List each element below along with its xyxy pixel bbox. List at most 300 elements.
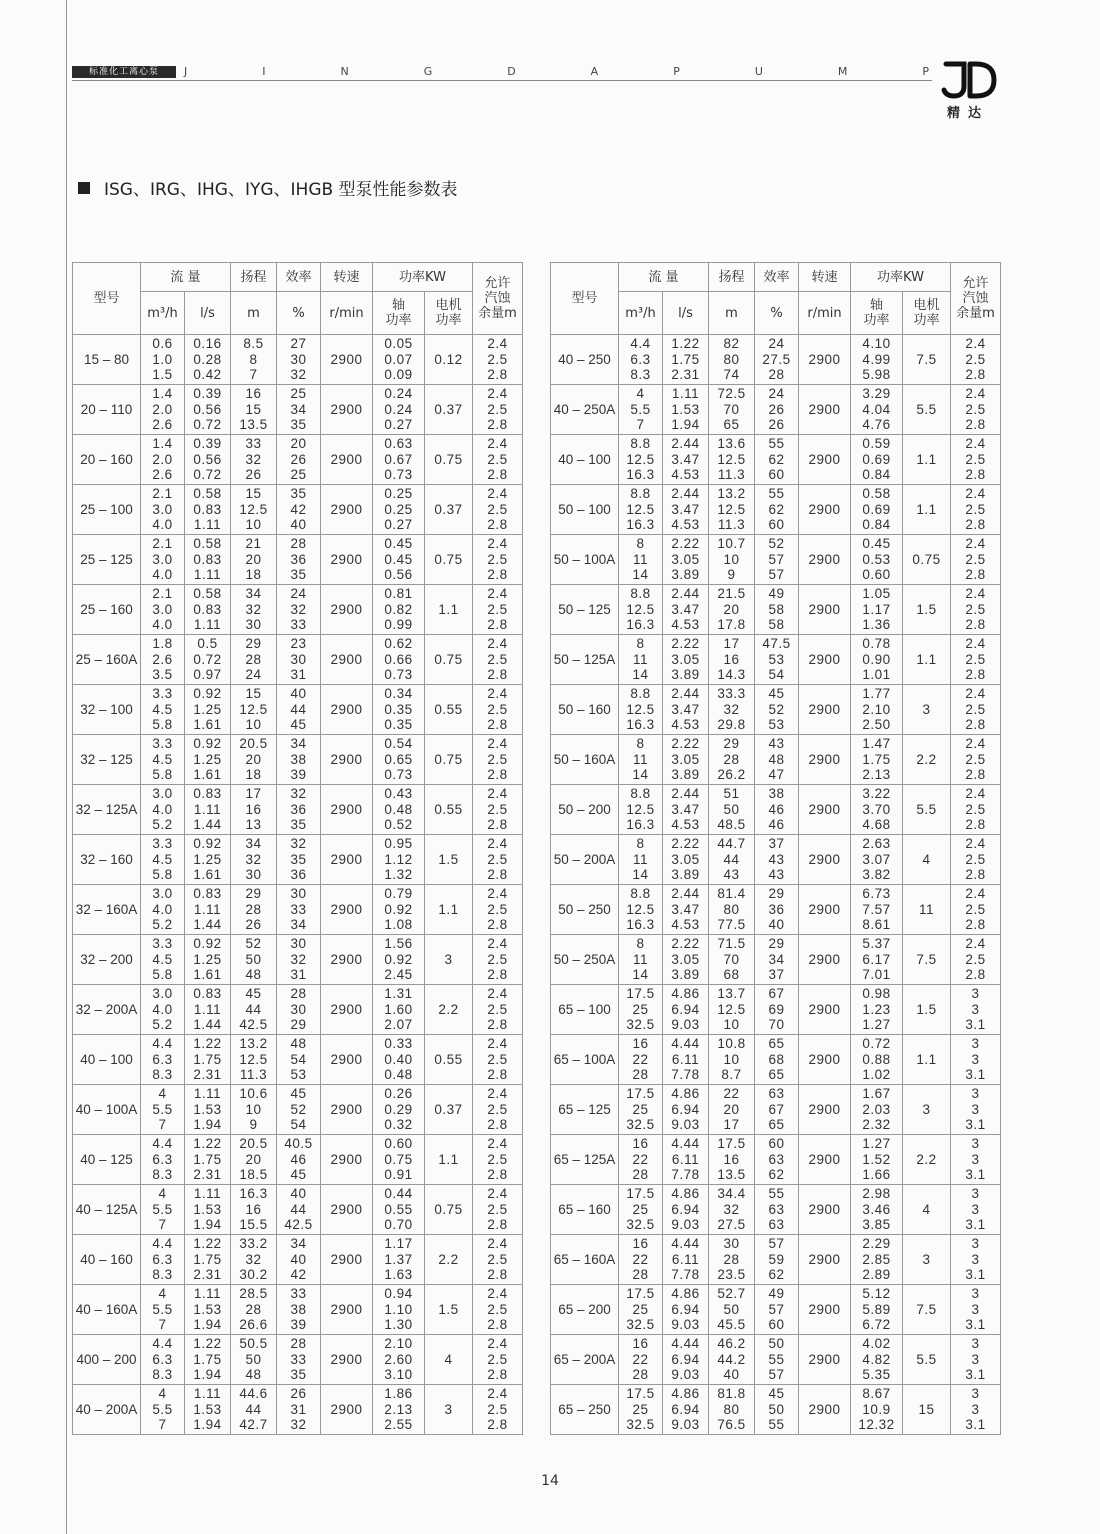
- cell-motor-power: 0.75: [425, 435, 473, 485]
- cell-motor-power: 1.1: [425, 885, 473, 935]
- cell-model: 65 – 125: [551, 1085, 619, 1135]
- header-letters: [184, 65, 929, 79]
- cell-model: 40 – 160: [73, 1235, 141, 1285]
- cell-flow-ls: 4.86 6.94 9.03: [663, 985, 709, 1035]
- cell-head: 34.4 32 27.5: [709, 1185, 755, 1235]
- cell-head: 8.5 8 7: [231, 335, 277, 385]
- cell-flow-m3h: 3.3 4.5 5.8: [141, 735, 185, 785]
- cell-motor-power: 0.75: [425, 735, 473, 785]
- cell-head: 21.5 20 17.8: [709, 585, 755, 635]
- table-row: [551, 385, 1001, 435]
- cell-speed: 2900: [321, 1185, 373, 1235]
- cell-npsh: 2.4 2.5 2.8: [473, 585, 523, 635]
- header-head-unit: m: [231, 292, 277, 335]
- cell-speed: 2900: [321, 935, 373, 985]
- cell-efficiency: 32 36 35: [277, 785, 321, 835]
- cell-flow-m3h: 1.8 2.6 3.5: [141, 635, 185, 685]
- cell-speed: 2900: [799, 335, 851, 385]
- cell-speed: 2900: [799, 685, 851, 735]
- table-row: [551, 1335, 1001, 1385]
- cell-efficiency: 34 40 42: [277, 1235, 321, 1285]
- cell-model: 40 – 100A: [73, 1085, 141, 1135]
- cell-flow-m3h: 4 5.5 7: [141, 1385, 185, 1435]
- cell-head: 72.5 70 65: [709, 385, 755, 435]
- cell-motor-power: 15: [903, 1385, 951, 1435]
- cell-flow-m3h: 16 22 28: [619, 1235, 663, 1285]
- cell-flow-ls: 2.22 3.05 3.89: [663, 735, 709, 785]
- cell-speed: 2900: [799, 885, 851, 935]
- cell-model: 65 – 160A: [551, 1235, 619, 1285]
- cell-motor-power: 4: [903, 835, 951, 885]
- cell-efficiency: 49 57 60: [755, 1285, 799, 1335]
- header-flow: 流 量: [619, 263, 709, 292]
- cell-flow-m3h: 0.6 1.0 1.5: [141, 335, 185, 385]
- cell-efficiency: 30 33 34: [277, 885, 321, 935]
- cell-npsh: 2.4 2.5 2.8: [473, 835, 523, 885]
- cell-motor-power: 0.75: [425, 1185, 473, 1235]
- cell-flow-m3h: 17.5 25 32.5: [619, 985, 663, 1035]
- cell-flow-m3h: 3.3 4.5 5.8: [141, 835, 185, 885]
- cell-flow-ls: 4.44 6.11 7.78: [663, 1135, 709, 1185]
- cell-shaft-power: 0.33 0.40 0.48: [373, 1035, 425, 1085]
- performance-table-left: [72, 262, 523, 1435]
- cell-npsh: 2.4 2.5 2.8: [473, 1235, 523, 1285]
- performance-table-right: [550, 262, 1001, 1435]
- cell-motor-power: 5.5: [903, 1335, 951, 1385]
- cell-flow-ls: 1.22 1.75 2.31: [185, 1035, 231, 1085]
- cell-flow-ls: 1.11 1.53 1.94: [185, 1185, 231, 1235]
- cell-npsh: 3 3 3.1: [951, 1085, 1001, 1135]
- cell-model: 25 – 160: [73, 585, 141, 635]
- cell-efficiency: 67 69 70: [755, 985, 799, 1035]
- cell-efficiency: 45 50 55: [755, 1385, 799, 1435]
- cell-speed: 2900: [799, 1285, 851, 1335]
- cell-head: 17 16 13: [231, 785, 277, 835]
- cell-speed: 2900: [799, 985, 851, 1035]
- cell-flow-ls: 0.39 0.56 0.72: [185, 435, 231, 485]
- cell-motor-power: 4: [425, 1335, 473, 1385]
- cell-flow-m3h: 17.5 25 32.5: [619, 1385, 663, 1435]
- cell-flow-m3h: 1.4 2.0 2.6: [141, 435, 185, 485]
- margin-rule: [66, 0, 67, 1534]
- cell-shaft-power: 8.67 10.9 12.32: [851, 1385, 903, 1435]
- cell-motor-power: 0.75: [425, 535, 473, 585]
- cell-npsh: 2.4 2.5 2.8: [473, 685, 523, 735]
- cell-motor-power: 2.2: [903, 1135, 951, 1185]
- cell-speed: 2900: [799, 635, 851, 685]
- cell-efficiency: 24 32 33: [277, 585, 321, 635]
- cell-shaft-power: 0.44 0.55 0.70: [373, 1185, 425, 1235]
- cell-efficiency: 34 38 39: [277, 735, 321, 785]
- cell-flow-ls: 4.86 6.94 9.03: [663, 1185, 709, 1235]
- cell-npsh: 2.4 2.5 2.8: [951, 935, 1001, 985]
- table-body-left: [73, 335, 523, 1435]
- cell-npsh: 2.4 2.5 2.8: [473, 1185, 523, 1235]
- cell-head: 52 50 48: [231, 935, 277, 985]
- cell-speed: 2900: [799, 1385, 851, 1435]
- header-speed: 转速: [321, 263, 373, 292]
- cell-npsh: 2.4 2.5 2.8: [473, 635, 523, 685]
- cell-flow-ls: 1.11 1.53 1.94: [185, 1285, 231, 1335]
- table-row: [551, 435, 1001, 485]
- cell-npsh: 2.4 2.5 2.8: [473, 735, 523, 785]
- cell-flow-ls: 2.44 3.47 4.53: [663, 885, 709, 935]
- cell-efficiency: 27 30 32: [277, 335, 321, 385]
- cell-head: 34 32 30: [231, 585, 277, 635]
- cell-npsh: 2.4 2.5 2.8: [473, 1335, 523, 1385]
- cell-efficiency: 57 59 62: [755, 1235, 799, 1285]
- cell-flow-ls: 1.22 1.75 2.31: [663, 335, 709, 385]
- cell-efficiency: 35 42 40: [277, 485, 321, 535]
- cell-shaft-power: 5.12 5.89 6.72: [851, 1285, 903, 1335]
- cell-shaft-power: 2.63 3.07 3.82: [851, 835, 903, 885]
- cell-head: 16 15 13.5: [231, 385, 277, 435]
- cell-npsh: 2.4 2.5 2.8: [473, 1135, 523, 1185]
- table-row: [73, 935, 523, 985]
- header-letter: P: [673, 65, 680, 78]
- table-row: [551, 785, 1001, 835]
- cell-speed: 2900: [321, 535, 373, 585]
- cell-motor-power: 1.5: [425, 1285, 473, 1335]
- cell-head: 81.4 80 77.5: [709, 885, 755, 935]
- cell-shaft-power: 4.10 4.99 5.98: [851, 335, 903, 385]
- table-row: [551, 1035, 1001, 1085]
- cell-flow-ls: 0.5 0.72 0.97: [185, 635, 231, 685]
- cell-npsh: 2.4 2.5 2.8: [473, 485, 523, 535]
- cell-speed: 2900: [321, 1385, 373, 1435]
- cell-model: 20 – 160: [73, 435, 141, 485]
- table-row: [551, 635, 1001, 685]
- cell-shaft-power: 3.22 3.70 4.68: [851, 785, 903, 835]
- table-row: [551, 1135, 1001, 1185]
- cell-flow-m3h: 3.0 4.0 5.2: [141, 885, 185, 935]
- table-row: [73, 1235, 523, 1285]
- header-speed: 转速: [799, 263, 851, 292]
- cell-model: 50 – 200: [551, 785, 619, 835]
- cell-flow-ls: 4.86 6.94 9.03: [663, 1285, 709, 1335]
- cell-flow-ls: 2.44 3.47 4.53: [663, 435, 709, 485]
- cell-shaft-power: 4.02 4.82 5.35: [851, 1335, 903, 1385]
- cell-head: 22 20 17: [709, 1085, 755, 1135]
- cell-flow-ls: 1.22 1.75 1.94: [185, 1335, 231, 1385]
- cell-speed: 2900: [799, 485, 851, 535]
- cell-efficiency: 55 63 63: [755, 1185, 799, 1235]
- cell-npsh: 2.4 2.5 2.8: [951, 335, 1001, 385]
- cell-efficiency: 32 35 36: [277, 835, 321, 885]
- cell-motor-power: 0.37: [425, 485, 473, 535]
- header-power: 功率KW: [851, 263, 951, 292]
- table-row: [551, 885, 1001, 935]
- cell-npsh: 3 3 3.1: [951, 1135, 1001, 1185]
- cell-model: 50 – 100A: [551, 535, 619, 585]
- table-row: [73, 785, 523, 835]
- cell-head: 30 28 23.5: [709, 1235, 755, 1285]
- cell-model: 40 – 250A: [551, 385, 619, 435]
- cell-efficiency: 55 62 60: [755, 485, 799, 535]
- header-flow-ls: l/s: [185, 292, 231, 335]
- header-letter: M: [837, 65, 848, 78]
- table-row: [551, 1235, 1001, 1285]
- cell-flow-ls: 0.92 1.25 1.61: [185, 735, 231, 785]
- cell-efficiency: 23 30 31: [277, 635, 321, 685]
- cell-head: 29 28 24: [231, 635, 277, 685]
- cell-efficiency: 65 68 65: [755, 1035, 799, 1085]
- cell-model: 40 – 100: [73, 1035, 141, 1085]
- cell-shaft-power: 0.62 0.66 0.73: [373, 635, 425, 685]
- cell-head: 17 16 14.3: [709, 635, 755, 685]
- cell-model: 32 – 160: [73, 835, 141, 885]
- cell-efficiency: 28 30 29: [277, 985, 321, 1035]
- cell-head: 20.5 20 18: [231, 735, 277, 785]
- cell-efficiency: 29 36 40: [755, 885, 799, 935]
- cell-efficiency: 47.5 53 54: [755, 635, 799, 685]
- cell-flow-m3h: 8.8 12.5 16.3: [619, 685, 663, 735]
- cell-motor-power: 7.5: [903, 1285, 951, 1335]
- header-speed-unit: r/min: [799, 292, 851, 335]
- cell-flow-m3h: 3.0 4.0 5.2: [141, 985, 185, 1035]
- cell-flow-ls: 1.11 1.53 1.94: [185, 1385, 231, 1435]
- cell-model: 40 – 100: [551, 435, 619, 485]
- cell-motor-power: 4: [903, 1185, 951, 1235]
- cell-npsh: 3 3 3.1: [951, 1235, 1001, 1285]
- header-head-unit: m: [709, 292, 755, 335]
- page-number: 14: [541, 1473, 559, 1489]
- cell-flow-m3h: 8 11 14: [619, 935, 663, 985]
- header-power: 功率KW: [373, 263, 473, 292]
- cell-flow-m3h: 3.3 4.5 5.8: [141, 935, 185, 985]
- header-flow-m3h: m³/h: [141, 292, 185, 335]
- cell-shaft-power: 1.05 1.17 1.36: [851, 585, 903, 635]
- cell-head: 20.5 20 18.5: [231, 1135, 277, 1185]
- header-npsh: 允许 汽蚀 余量m: [951, 263, 1001, 335]
- cell-speed: 2900: [799, 1235, 851, 1285]
- cell-flow-ls: 0.58 0.83 1.11: [185, 485, 231, 535]
- cell-shaft-power: 1.31 1.60 2.07: [373, 985, 425, 1035]
- cell-model: 50 – 200A: [551, 835, 619, 885]
- header-flow-ls: l/s: [663, 292, 709, 335]
- cell-speed: 2900: [321, 685, 373, 735]
- cell-speed: 2900: [799, 535, 851, 585]
- cell-flow-m3h: 17.5 25 32.5: [619, 1085, 663, 1135]
- cell-speed: 2900: [799, 835, 851, 885]
- cell-efficiency: 43 48 47: [755, 735, 799, 785]
- cell-npsh: 2.4 2.5 2.8: [951, 535, 1001, 585]
- cell-efficiency: 20 26 25: [277, 435, 321, 485]
- cell-efficiency: 45 52 53: [755, 685, 799, 735]
- cell-flow-m3h: 8.8 12.5 16.3: [619, 485, 663, 535]
- cell-shaft-power: 2.29 2.85 2.89: [851, 1235, 903, 1285]
- cell-flow-m3h: 17.5 25 32.5: [619, 1285, 663, 1335]
- cell-motor-power: 0.75: [903, 535, 951, 585]
- table-row: [73, 435, 523, 485]
- cell-model: 32 – 200A: [73, 985, 141, 1035]
- cell-flow-m3h: 8.8 12.5 16.3: [619, 435, 663, 485]
- header-motor-power: 电机 功率: [903, 292, 951, 335]
- cell-model: 400 – 200: [73, 1335, 141, 1385]
- cell-shaft-power: 0.72 0.88 1.02: [851, 1035, 903, 1085]
- cell-motor-power: 5.5: [903, 385, 951, 435]
- cell-npsh: 2.4 2.5 2.8: [473, 785, 523, 835]
- cell-motor-power: 2.2: [425, 1235, 473, 1285]
- table-row: [73, 485, 523, 535]
- cell-speed: 2900: [321, 1335, 373, 1385]
- cell-motor-power: 1.1: [903, 485, 951, 535]
- logo-mark-icon: [936, 60, 1000, 102]
- cell-shaft-power: 0.05 0.07 0.09: [373, 335, 425, 385]
- cell-npsh: 3 3 3.1: [951, 1335, 1001, 1385]
- cell-speed: 2900: [321, 785, 373, 835]
- cell-shaft-power: 5.37 6.17 7.01: [851, 935, 903, 985]
- cell-flow-m3h: 3.0 4.0 5.2: [141, 785, 185, 835]
- cell-speed: 2900: [799, 585, 851, 635]
- table-row: [551, 935, 1001, 985]
- table-row: [73, 685, 523, 735]
- cell-model: 50 – 160: [551, 685, 619, 735]
- cell-npsh: 2.4 2.5 2.8: [473, 435, 523, 485]
- table-row: [73, 385, 523, 435]
- cell-shaft-power: 1.67 2.03 2.32: [851, 1085, 903, 1135]
- cell-motor-power: 0.12: [425, 335, 473, 385]
- header-model: 型号: [551, 263, 619, 335]
- cell-speed: 2900: [321, 885, 373, 935]
- header-model: 型号: [73, 263, 141, 335]
- cell-shaft-power: 0.45 0.53 0.60: [851, 535, 903, 585]
- cell-head: 10.8 10 8.7: [709, 1035, 755, 1085]
- cell-npsh: 2.4 2.5 2.8: [951, 685, 1001, 735]
- cell-efficiency: 49 58 58: [755, 585, 799, 635]
- cell-motor-power: 0.55: [425, 685, 473, 735]
- header-efficiency-unit: %: [277, 292, 321, 335]
- cell-motor-power: 3: [903, 1235, 951, 1285]
- table-row: [73, 1135, 523, 1185]
- cell-flow-m3h: 16 22 28: [619, 1335, 663, 1385]
- cell-flow-m3h: 4 5.5 7: [141, 1085, 185, 1135]
- cell-model: 25 – 160A: [73, 635, 141, 685]
- cell-flow-ls: 2.22 3.05 3.89: [663, 935, 709, 985]
- header-flow-m3h: m³/h: [619, 292, 663, 335]
- cell-shaft-power: 1.77 2.10 2.50: [851, 685, 903, 735]
- cell-shaft-power: 0.45 0.45 0.56: [373, 535, 425, 585]
- cell-model: 50 – 125: [551, 585, 619, 635]
- cell-flow-ls: 2.44 3.47 4.53: [663, 585, 709, 635]
- cell-head: 29 28 26.2: [709, 735, 755, 785]
- cell-npsh: 2.4 2.5 2.8: [473, 335, 523, 385]
- cell-model: 32 – 125A: [73, 785, 141, 835]
- cell-efficiency: 29 34 37: [755, 935, 799, 985]
- cell-efficiency: 60 63 62: [755, 1135, 799, 1185]
- cell-shaft-power: 0.34 0.35 0.35: [373, 685, 425, 735]
- cell-head: 29 28 26: [231, 885, 277, 935]
- cell-model: 50 – 125A: [551, 635, 619, 685]
- cell-npsh: 2.4 2.5 2.8: [951, 885, 1001, 935]
- cell-model: 32 – 160A: [73, 885, 141, 935]
- cell-model: 65 – 125A: [551, 1135, 619, 1185]
- cell-speed: 2900: [799, 1135, 851, 1185]
- cell-npsh: 3 3 3.1: [951, 1035, 1001, 1085]
- cell-flow-m3h: 8.8 12.5 16.3: [619, 585, 663, 635]
- cell-flow-m3h: 2.1 3.0 4.0: [141, 535, 185, 585]
- cell-speed: 2900: [321, 1235, 373, 1285]
- cell-motor-power: 2.2: [903, 735, 951, 785]
- header-efficiency: 效率: [277, 263, 321, 292]
- cell-model: 50 – 160A: [551, 735, 619, 785]
- cell-flow-m3h: 8 11 14: [619, 735, 663, 785]
- cell-flow-ls: 0.92 1.25 1.61: [185, 835, 231, 885]
- cell-speed: 2900: [799, 735, 851, 785]
- cell-flow-m3h: 16 22 28: [619, 1135, 663, 1185]
- cell-npsh: 2.4 2.5 2.8: [951, 585, 1001, 635]
- table-body-right: [551, 335, 1001, 1435]
- cell-model: 50 – 100: [551, 485, 619, 535]
- cell-flow-m3h: 2.1 3.0 4.0: [141, 585, 185, 635]
- header-letter: U: [754, 65, 763, 78]
- cell-head: 17.5 16 13.5: [709, 1135, 755, 1185]
- cell-head: 82 80 74: [709, 335, 755, 385]
- cell-head: 21 20 18: [231, 535, 277, 585]
- header-letter: P: [922, 65, 929, 78]
- cell-efficiency: 25 34 35: [277, 385, 321, 435]
- cell-shaft-power: 1.17 1.37 1.63: [373, 1235, 425, 1285]
- cell-model: 50 – 250A: [551, 935, 619, 985]
- cell-speed: 2900: [321, 1085, 373, 1135]
- cell-efficiency: 55 62 60: [755, 435, 799, 485]
- cell-shaft-power: 0.26 0.29 0.32: [373, 1085, 425, 1135]
- cell-motor-power: 1.1: [903, 1035, 951, 1085]
- page-title: [78, 175, 458, 200]
- cell-motor-power: 1.1: [903, 635, 951, 685]
- cell-model: 32 – 100: [73, 685, 141, 735]
- cell-motor-power: 3: [425, 935, 473, 985]
- cell-flow-ls: 2.22 3.05 3.89: [663, 835, 709, 885]
- cell-head: 71.5 70 68: [709, 935, 755, 985]
- cell-model: 50 – 250: [551, 885, 619, 935]
- cell-flow-m3h: 4.4 6.3 8.3: [141, 1135, 185, 1185]
- cell-speed: 2900: [321, 585, 373, 635]
- cell-flow-m3h: 2.1 3.0 4.0: [141, 485, 185, 535]
- cell-motor-power: 1.1: [903, 435, 951, 485]
- cell-motor-power: 3: [903, 685, 951, 735]
- header-flow: 流 量: [141, 263, 231, 292]
- cell-speed: 2900: [799, 435, 851, 485]
- cell-flow-m3h: 3.3 4.5 5.8: [141, 685, 185, 735]
- cell-model: 65 – 250: [551, 1385, 619, 1435]
- cell-model: 40 – 250: [551, 335, 619, 385]
- cell-model: 65 – 160: [551, 1185, 619, 1235]
- cell-shaft-power: 2.10 2.60 3.10: [373, 1335, 425, 1385]
- table-row: [551, 1385, 1001, 1435]
- cell-motor-power: 1.5: [903, 985, 951, 1035]
- cell-efficiency: 40.5 46 45: [277, 1135, 321, 1185]
- table-row: [73, 1285, 523, 1335]
- cell-shaft-power: 0.58 0.69 0.84: [851, 485, 903, 535]
- header-shaft-power: 轴 功率: [373, 292, 425, 335]
- cell-speed: 2900: [799, 1335, 851, 1385]
- cell-efficiency: 24 26 26: [755, 385, 799, 435]
- brand-logo: [936, 60, 1000, 120]
- cell-speed: 2900: [321, 485, 373, 535]
- cell-model: 65 – 200: [551, 1285, 619, 1335]
- page-header: [72, 64, 932, 79]
- cell-head: 51 50 48.5: [709, 785, 755, 835]
- cell-npsh: 2.4 2.5 2.8: [473, 385, 523, 435]
- cell-model: 15 – 80: [73, 335, 141, 385]
- table-row: [73, 1185, 523, 1235]
- cell-shaft-power: 6.73 7.57 8.61: [851, 885, 903, 935]
- cell-motor-power: 5.5: [903, 785, 951, 835]
- header-speed-unit: r/min: [321, 292, 373, 335]
- header-letter: G: [423, 65, 433, 78]
- cell-flow-ls: 1.11 1.53 1.94: [663, 385, 709, 435]
